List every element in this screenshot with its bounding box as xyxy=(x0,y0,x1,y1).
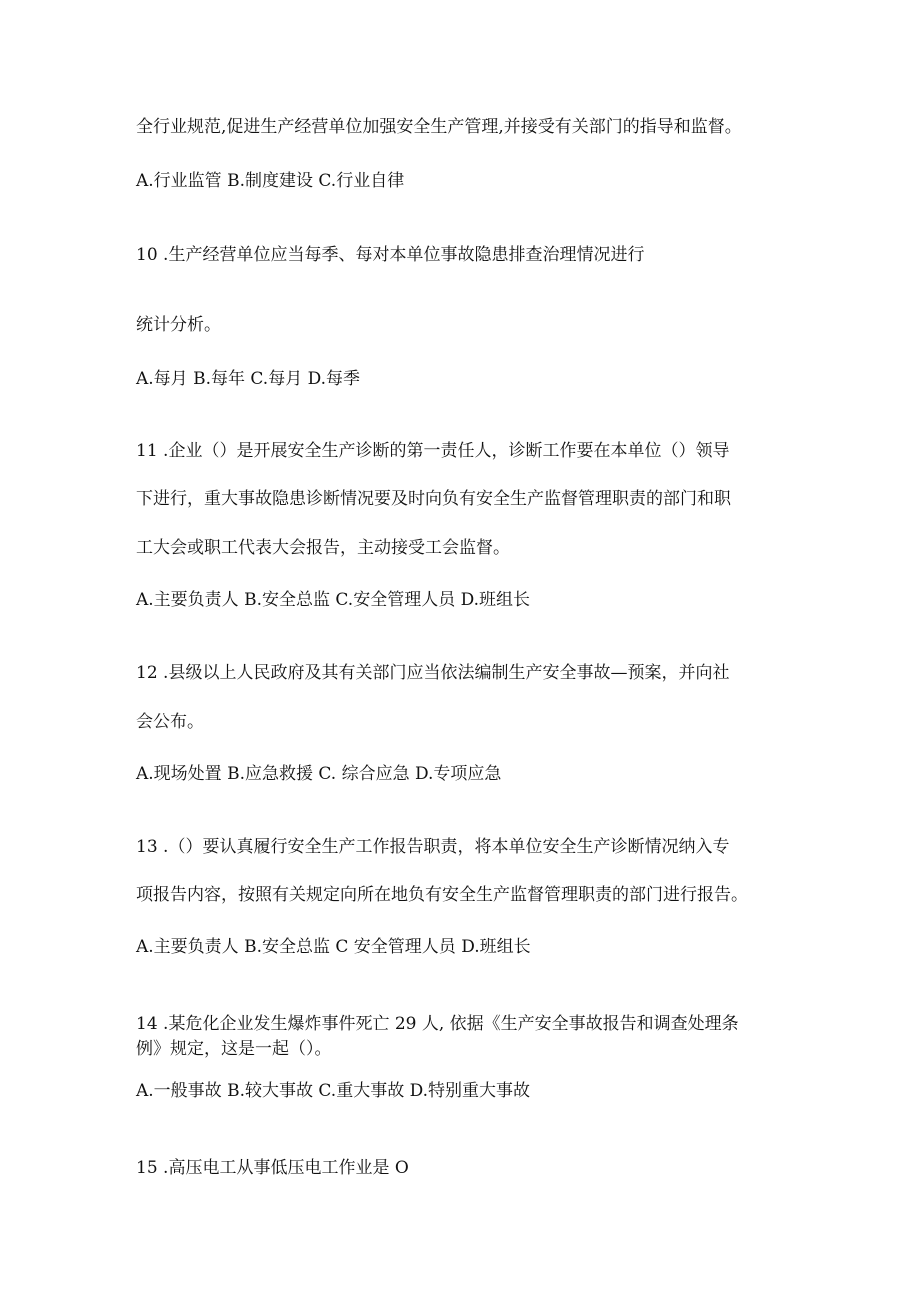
q12-text-line-1: 12 .县级以上人民政府及其有关部门应当依法编制生产安全事故—预案，并向社 xyxy=(136,663,730,683)
q12-text-line-2: 会公布。 xyxy=(136,712,204,732)
q14-text-line-1: 14 .某危化企业发生爆炸事件死亡 29 人, 依据《生产安全事故报告和调查处理条 xyxy=(136,1014,739,1034)
q13-options: A.主要负责人 B.安全总监 C 安全管理人员 D.班组长 xyxy=(136,937,531,957)
q11-text-line-3: 工大会或职工代表大会报告，主动接受工会监督。 xyxy=(136,538,510,558)
q13-text-line-2: 项报告内容，按照有关规定向所在地负有安全生产监督管理职责的部门进行报告。 xyxy=(136,885,748,905)
q11-options: A.主要负责人 B.安全总监 C.安全管理人员 D.班组长 xyxy=(136,590,531,610)
q12-options: A.现场处置 B.应急救援 C. 综合应急 D.专项应急 xyxy=(136,764,502,784)
q14-options: A.一般事故 B.较大事故 C.重大事故 D.特别重大事故 xyxy=(136,1081,531,1101)
q10-text-line-1: 10 .生产经营单位应当每季、每对本单位事故隐患排查治理情况进行 xyxy=(136,245,645,265)
q11-text-line-2: 下进行，重大事故隐患诊断情况要及时向负有安全生产监督管理职责的部门和职 xyxy=(136,489,731,509)
q9-options: A.行业监管 B.制度建设 C.行业自律 xyxy=(136,171,405,191)
q10-text-line-2: 统计分析。 xyxy=(136,315,221,335)
q10-options: A.每月 B.每年 C.每月 D.每季 xyxy=(136,369,361,389)
q15-text-line-1: 15 .高压电工从事低压电工作业是 O xyxy=(136,1158,409,1178)
q14-text-line-2: 例》规定，这是一起（）。 xyxy=(136,1039,332,1059)
q11-text-line-1: 11 .企业（）是开展安全生产诊断的第一责任人，诊断工作要在本单位（）领导 xyxy=(136,441,730,461)
q9-text-line-2: 全行业规范,促进生产经营单位加强安全生产管理,并接受有关部门的指导和监督。 xyxy=(136,117,742,137)
q13-text-line-1: 13 .（）要认真履行安全生产工作报告职责，将本单位安全生产诊断情况纳入专 xyxy=(136,837,730,857)
